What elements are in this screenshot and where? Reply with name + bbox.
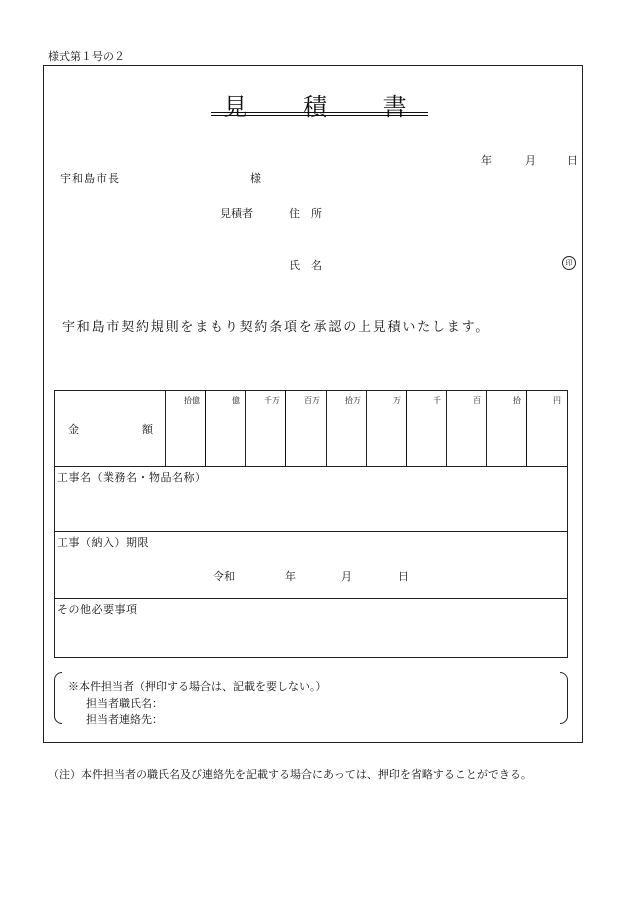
col-divider [285,390,286,466]
contact-staff-contact: 担当者連絡先： [86,713,163,726]
work-name-label: 工事名（業務名・物品名称） [57,471,207,484]
col-divider [446,390,447,466]
addressee-honorific: 様 [250,172,261,185]
row-divider [54,466,568,467]
address-label: 住 所 [289,207,322,220]
title-char-2: 積 [303,93,327,121]
unit-sen-man: 千万 [264,396,280,405]
row-divider [54,531,568,532]
col-divider [245,390,246,466]
row-divider [54,598,568,599]
title-underline-double [211,115,428,116]
deadline-label: 工事（納入）期限 [57,536,149,549]
col-divider [326,390,327,466]
contact-heading: ※本件担当者（押印する場合は、記載を要しない。） [68,680,327,693]
unit-hyaku-man: 百万 [304,396,320,405]
title-char-3: 書 [382,93,407,121]
unit-sen: 千 [433,396,441,405]
statement: 宇和島市契約規則をまもり契約条項を承認の上見積いたします。 [62,320,491,335]
unit-ju: 拾 [513,396,521,405]
unit-ju-man: 拾万 [345,396,361,405]
name-label: 氏 名 [289,259,322,272]
page-title [0,87,630,122]
bracket-left [54,672,62,724]
title-underline [211,112,428,113]
unit-hyaku: 百 [473,396,481,405]
bracket-right [560,672,568,724]
deadline-month: 月 [341,570,352,583]
unit-oku: 億 [232,396,240,405]
unit-man: 万 [393,396,401,405]
form-number: 様式第１号の２ [48,50,125,63]
estimator-label: 見積者 [220,207,253,220]
unit-ju-oku: 拾億 [184,396,200,405]
col-divider [165,390,166,466]
col-divider [366,390,367,466]
estimate-table [54,390,568,658]
addressee-name: 宇和島市長 [60,172,120,185]
col-divider [406,390,407,466]
unit-yen: 円 [553,396,561,405]
deadline-era: 令和 [213,570,235,583]
col-divider [526,390,527,466]
deadline-day: 日 [398,570,409,583]
date-year: 年 [481,154,492,167]
date-day: 日 [567,154,578,167]
date-month: 月 [525,154,536,167]
amount-label-left: 金 [68,423,79,436]
other-label: その他必要事項 [57,603,138,616]
amount-label-right: 額 [142,423,153,436]
contact-staff-name: 担当者職氏名： [86,697,163,710]
col-divider [486,390,487,466]
footnote: （注）本件担当者の職氏名及び連絡先を記載する場合にあっては、押印を省略することができる。 [48,768,532,781]
col-divider [205,390,206,466]
title-char-1: 見 [223,93,248,121]
deadline-year: 年 [285,570,296,583]
seal-mark: 印 [562,256,576,270]
